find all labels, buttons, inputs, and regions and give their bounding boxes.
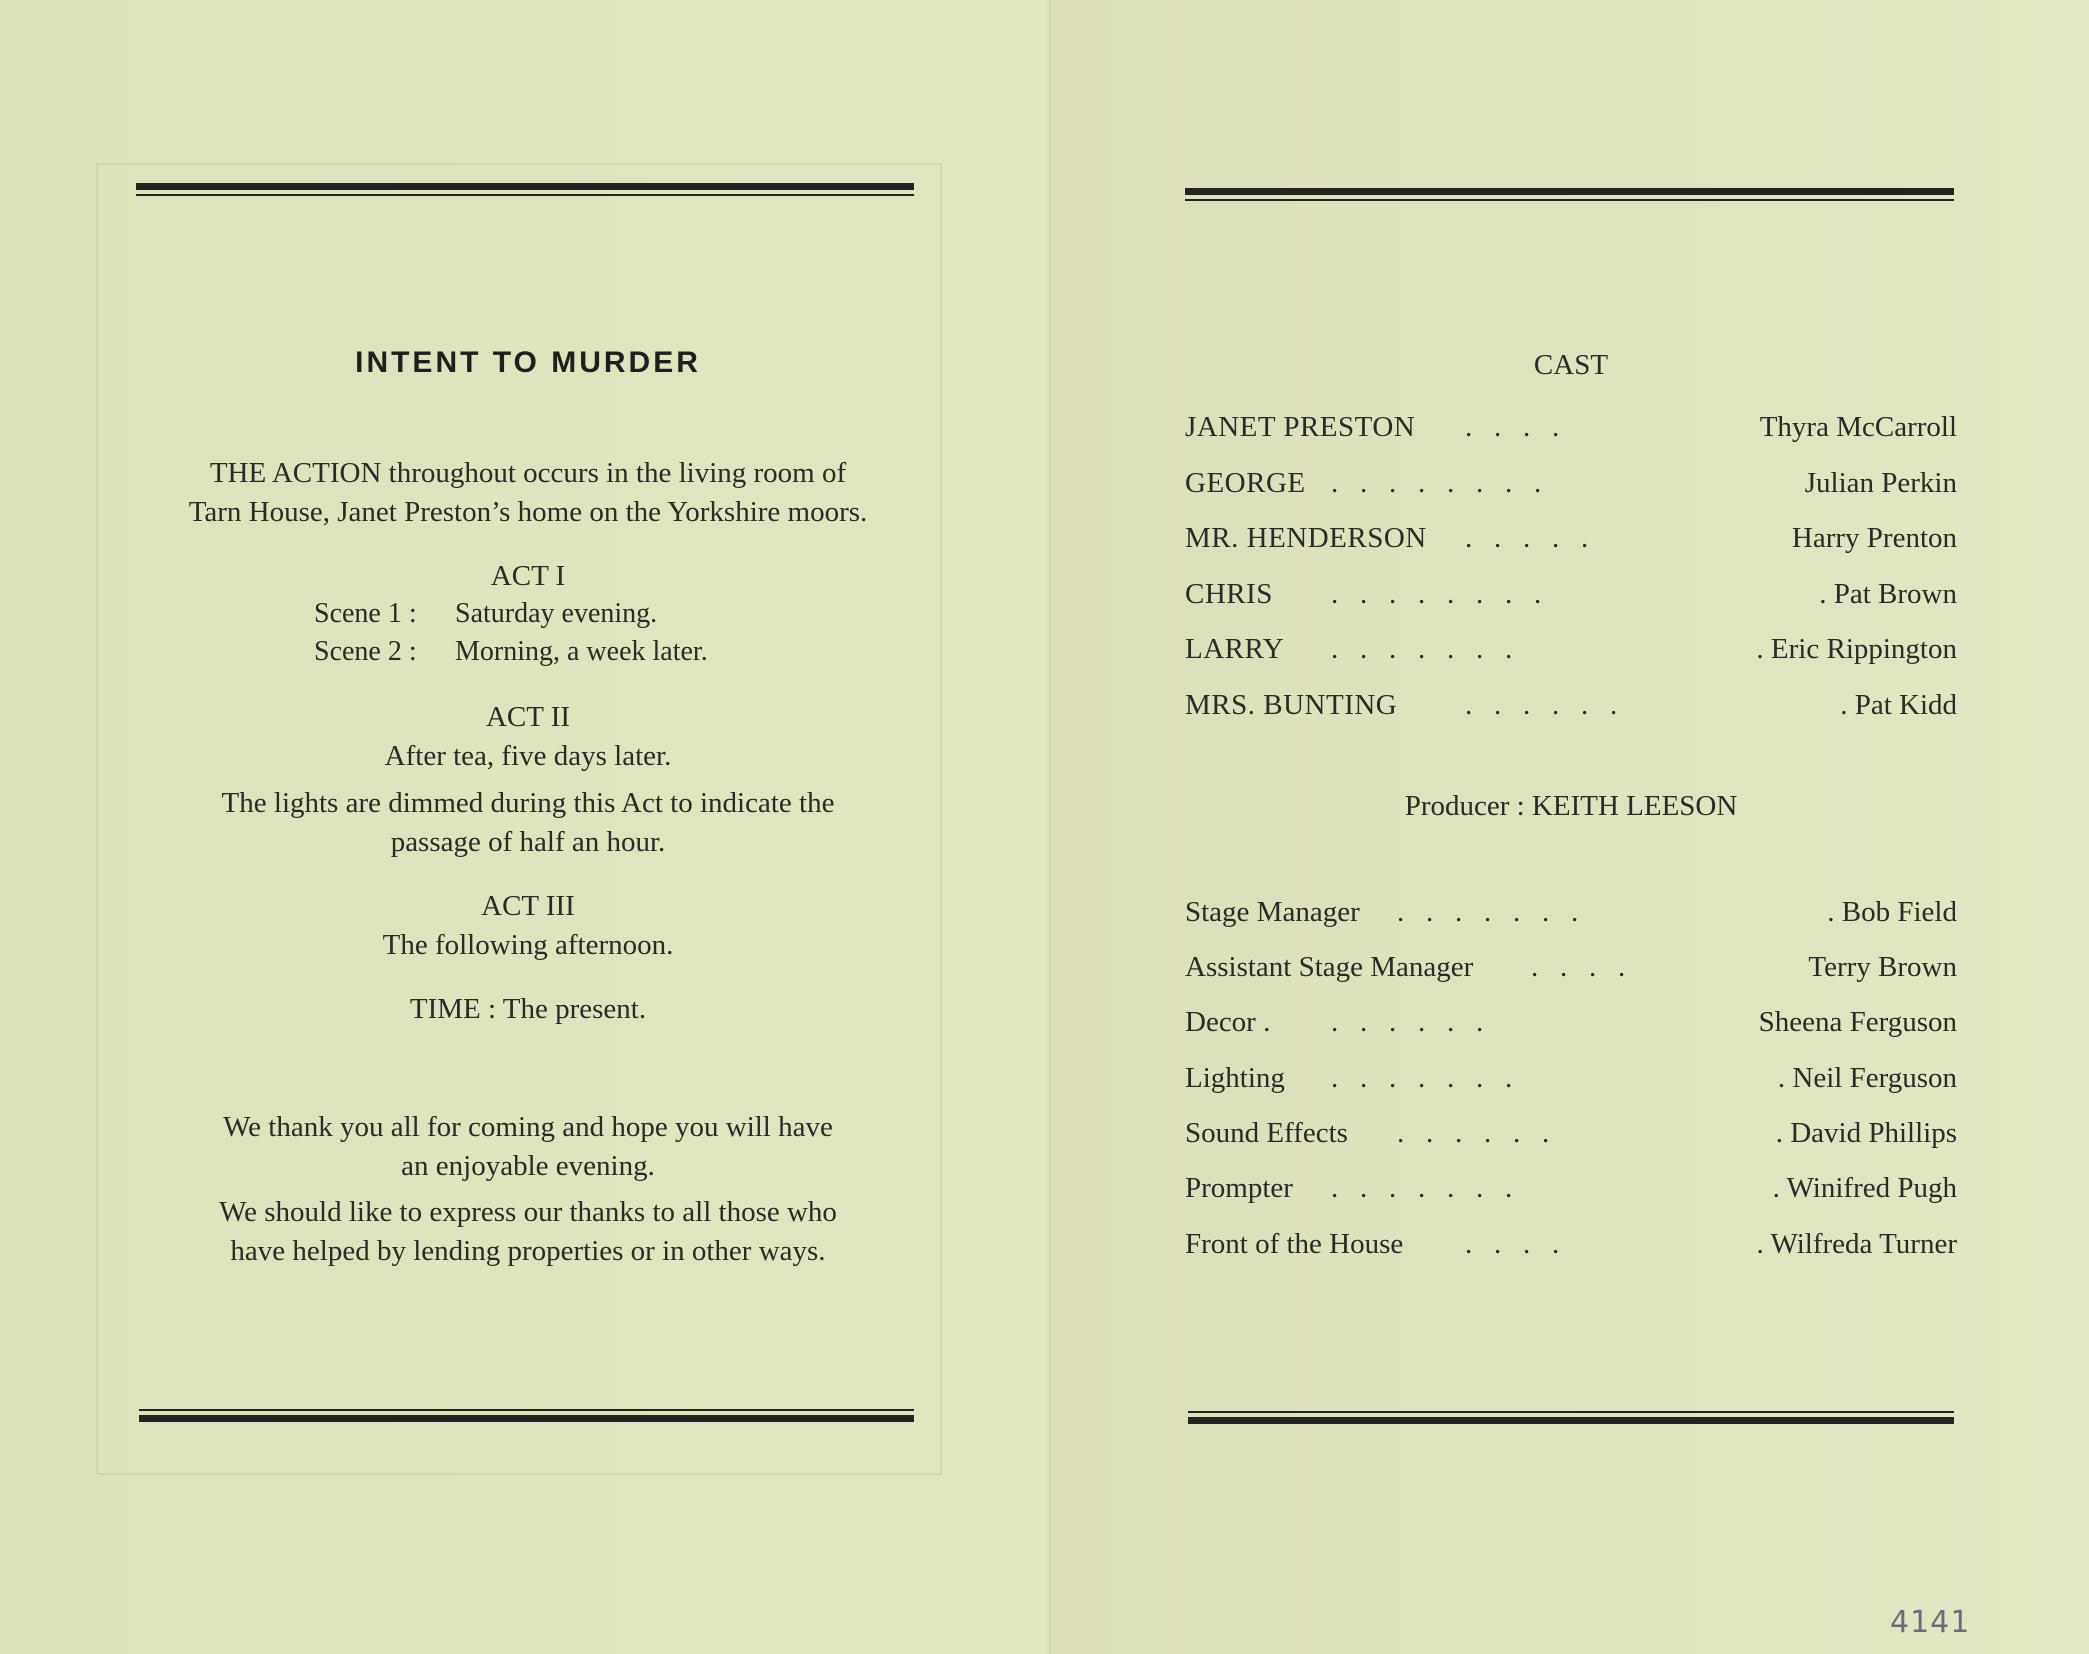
crew-row — [1185, 1117, 1957, 1157]
act3-heading: ACT III — [481, 890, 575, 922]
act2-time: After tea, five days later. — [384, 740, 672, 772]
cast-row — [1185, 522, 1957, 562]
scene-time: Morning, a week later. — [455, 636, 708, 667]
leader-dots: . . . . — [1531, 951, 1626, 983]
scene-time: Saturday evening. — [455, 598, 658, 629]
leader-dots: . . . . — [1465, 411, 1560, 443]
crew-name: Sheena Ferguson — [1758, 1006, 1957, 1038]
thanks-line-4: have helped by lending properties or in other ways. — [230, 1235, 826, 1267]
actor-name: Julian Perkin — [1804, 467, 1957, 499]
act1-heading: ACT I — [490, 560, 566, 592]
actor-name: Thyra McCarroll — [1759, 411, 1957, 443]
crew-role: Decor . — [1185, 1006, 1271, 1038]
character-name: LARRY — [1185, 633, 1285, 665]
time-line: TIME : The present. — [409, 993, 647, 1025]
cast-row — [1185, 689, 1957, 729]
leader-dots: . . . . . . — [1465, 689, 1618, 721]
scene-label: Scene 1 : — [314, 598, 417, 629]
archive-catalog-number: 4141 — [1890, 1605, 1971, 1640]
crew-role: Prompter — [1185, 1172, 1293, 1204]
leader-dots: . . . . . . . . — [1331, 578, 1542, 610]
character-name: MR. HENDERSON — [1185, 522, 1427, 554]
cast-row — [1185, 467, 1957, 507]
actor-name: . Eric Rippington — [1756, 633, 1957, 665]
crew-role: Lighting — [1185, 1062, 1285, 1094]
thanks-line-3: We should like to express our thanks to all those who — [219, 1196, 837, 1228]
right-bottom-rule — [1188, 1411, 1954, 1425]
leader-dots: . . . . . . . — [1397, 896, 1579, 928]
leader-dots: . . . . . . . — [1331, 1062, 1513, 1094]
right-top-rule — [1185, 188, 1954, 202]
leader-dots: . . . . — [1465, 1228, 1560, 1260]
actor-name: . Pat Brown — [1819, 578, 1957, 610]
producer-line: Producer : KEITH LEESON — [1404, 790, 1738, 822]
crew-role: Stage Manager — [1185, 896, 1360, 928]
cast-row — [1185, 411, 1957, 451]
crew-name: . Neil Ferguson — [1777, 1062, 1957, 1094]
scene-label: Scene 2 : — [314, 636, 417, 667]
centre-fold — [1048, 0, 1052, 1654]
crew-name: . Bob Field — [1827, 896, 1957, 928]
crew-role: Sound Effects — [1185, 1117, 1348, 1149]
cast-heading: CAST — [1533, 349, 1609, 381]
crew-name: . David Phillips — [1775, 1117, 1957, 1149]
character-name: GEORGE — [1185, 467, 1306, 499]
actor-name: Harry Prenton — [1791, 522, 1957, 554]
act3-time: The following afternoon. — [382, 929, 674, 961]
thanks-line-2: an enjoyable evening. — [401, 1150, 655, 1182]
setting-line-2: Tarn House, Janet Preston’s home on the Yorkshire moors. — [188, 496, 868, 528]
setting-line-1: THE ACTION throughout occurs in the living room of — [209, 457, 847, 489]
thanks-line-1: We thank you all for coming and hope you will have — [223, 1111, 833, 1143]
character-name: CHRIS — [1185, 578, 1273, 610]
crew-name: . Wilfreda Turner — [1756, 1228, 1957, 1260]
crew-row — [1185, 1172, 1957, 1212]
character-name: JANET PRESTON — [1185, 411, 1416, 443]
play-title: INTENT TO MURDER — [355, 346, 701, 379]
crew-row — [1185, 1062, 1957, 1102]
leader-dots: . . . . . . . . — [1331, 467, 1542, 499]
act2-note-line-1: The lights are dimmed during this Act to indicate the — [221, 787, 835, 819]
act2-heading: ACT II — [485, 701, 571, 733]
character-name: MRS. BUNTING — [1185, 689, 1398, 721]
left-bottom-rule — [139, 1409, 914, 1423]
leader-dots: . . . . . . . — [1331, 633, 1513, 665]
act2-note-line-2: passage of half an hour. — [390, 826, 666, 858]
crew-row — [1185, 896, 1957, 936]
leader-dots: . . . . . . — [1331, 1006, 1484, 1038]
leader-dots: . . . . . . — [1397, 1117, 1550, 1149]
cast-row — [1185, 633, 1957, 673]
crew-row — [1185, 951, 1957, 991]
leader-dots: . . . . . — [1465, 522, 1589, 554]
crew-role: Assistant Stage Manager — [1185, 951, 1474, 983]
actor-name: . Pat Kidd — [1840, 689, 1957, 721]
crew-row — [1185, 1228, 1957, 1268]
crew-role: Front of the House — [1185, 1228, 1404, 1260]
crew-name: . Winifred Pugh — [1772, 1172, 1957, 1204]
crew-row — [1185, 1006, 1957, 1046]
crew-name: Terry Brown — [1808, 951, 1957, 983]
cast-row — [1185, 578, 1957, 618]
leader-dots: . . . . . . . — [1331, 1172, 1513, 1204]
left-top-rule — [136, 183, 914, 197]
